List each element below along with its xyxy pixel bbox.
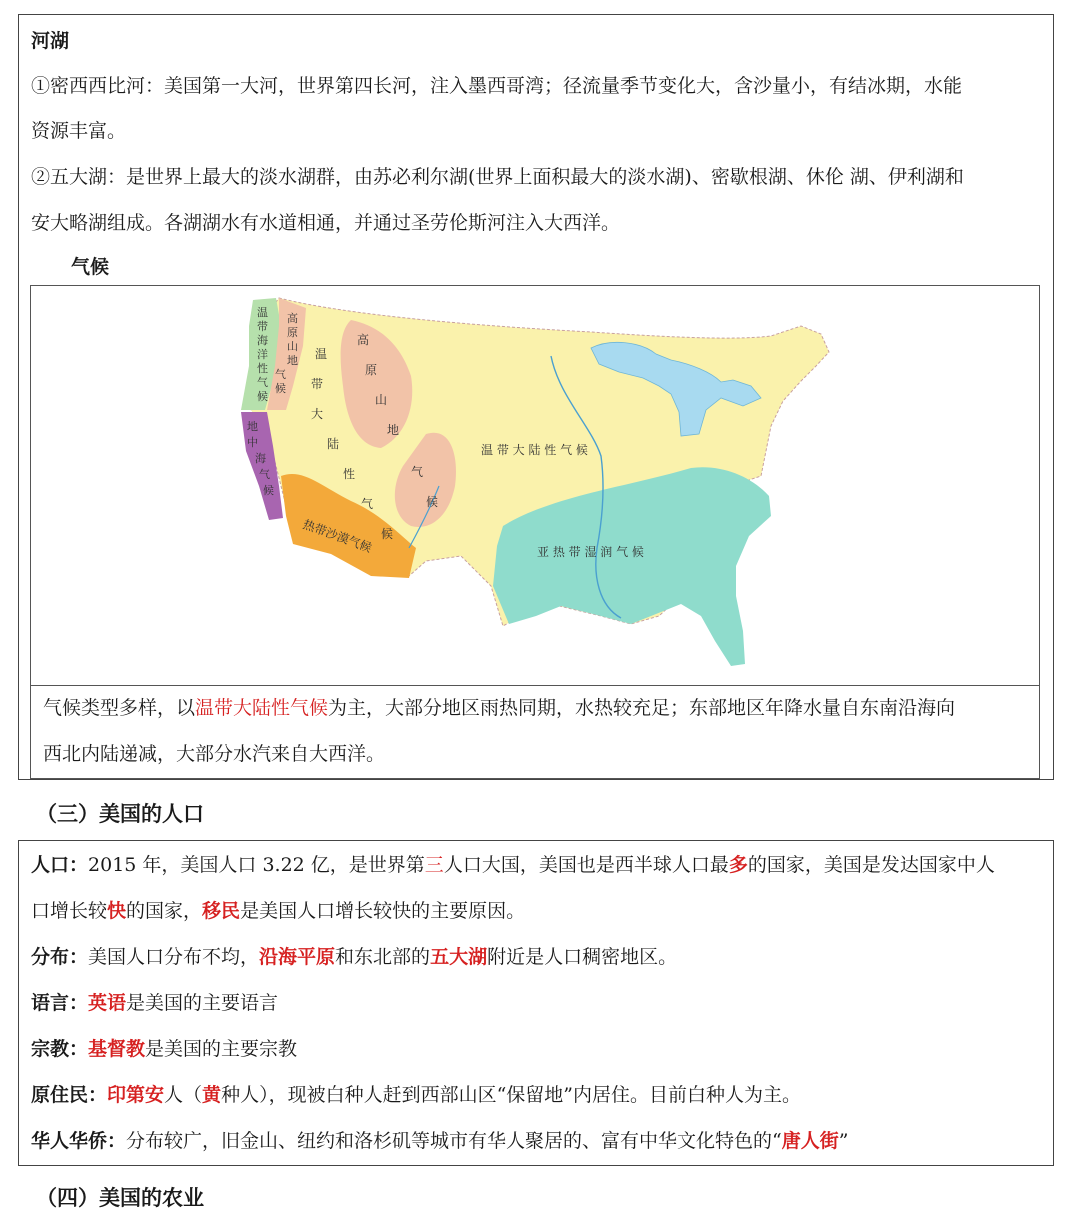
label-plateau-mountain-2: 气候 [411, 465, 439, 509]
label-highland-west: 高原山地气候 [275, 312, 298, 395]
great-lakes-text-2: 安大略湖组成。各湖湖水有水道相通，并通过圣劳伦斯河注入大西洋。 [31, 212, 621, 234]
label-temperate-continental-west: 温带大陆性气候 [311, 347, 394, 541]
geography-box [18, 14, 1054, 780]
section-4-title: （四）美国的农业 [36, 1185, 204, 1210]
population-box [18, 840, 1054, 1166]
label-plateau-mountain: 高原山地 [357, 333, 400, 437]
religion-text: 宗教：基督教是美国的主要宗教 [31, 1038, 298, 1060]
label-desert: 热带沙漠气候 [301, 517, 374, 556]
mississippi-text-2: 资源丰富。 [31, 120, 127, 142]
population-text-1: 人口：2015 年，美国人口 3.22 亿，是世界第三人口大国，美国也是西半球人口最多的国家，美国是发达国家中人 [31, 854, 995, 876]
climate-map-svg [31, 286, 1039, 684]
chinese-text: 华人华侨：分布较广，旧金山、纽约和洛杉矶等城市有华人聚居的、富有中华文化特色的“唐人街” [31, 1130, 849, 1152]
native-text: 原住民：印第安人（黄种人），现被白种人赶到西部山区“保留地”内居住。目前白种人为主。 [31, 1084, 801, 1106]
label-mediterranean: 地中海气候 [247, 420, 274, 497]
language-text: 语言：英语是美国的主要语言 [31, 992, 279, 1014]
climate-description-box [30, 685, 1040, 779]
climate-heading: 气候 [71, 256, 110, 278]
rivers-heading: 河湖 [31, 30, 70, 52]
climate-map [30, 285, 1040, 685]
mississippi-text-1: ①密西西比河：美国第一大河，世界第四长河，注入墨西哥湾；径流量季节变化大，含沙量小，有结冰期，水能 [31, 75, 963, 97]
population-text-2: 口增长较快的国家，移民是美国人口增长较快的主要原因。 [31, 900, 526, 922]
label-temperate-continental-east: 温 带 大 陆 性 气 候 [481, 443, 588, 457]
label-subtropical-humid: 亚 热 带 湿 润 气 候 [537, 545, 644, 559]
climate-description-2: 西北内陆递减，大部分水汽来自大西洋。 [43, 743, 386, 765]
great-lakes-text-1: ②五大湖：是世界上最大的淡水湖群，由苏必利尔湖(世界上面积最大的淡水湖)、密歇根湖、休伦 湖、伊利湖和 [31, 166, 964, 188]
distribution-text: 分布：美国人口分布不均，沿海平原和东北部的五大湖附近是人口稠密地区。 [31, 946, 678, 968]
climate-highlight: 温带大陆性气候 [195, 697, 329, 719]
climate-description-1: 气候类型多样，以温带大陆性气候为主，大部分地区雨热同期，水热较充足；东部地区年降水量自东南沿海向 [43, 697, 956, 719]
section-3-title: （三）美国的人口 [36, 801, 204, 826]
label-temperate-maritime: 温带海洋性气候 [257, 306, 268, 403]
